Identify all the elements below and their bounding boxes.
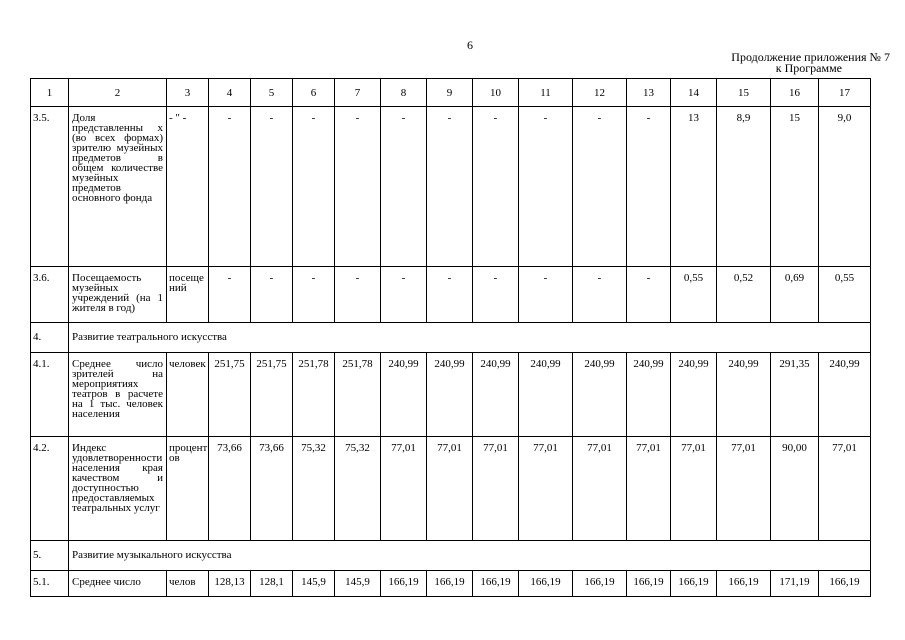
value-cell: 77,01 [381,437,427,541]
unit-cell: посещений [167,267,209,323]
value-cell: 251,75 [251,353,293,437]
row-number-cell: 3.5. [31,107,69,267]
column-number-cell: 12 [573,79,627,107]
column-number-cell: 3 [167,79,209,107]
section-row [31,323,871,353]
value-cell: 77,01 [519,437,573,541]
value-cell: 77,01 [427,437,473,541]
indicator-row [31,571,871,597]
value-cell: 15 [771,107,819,267]
value-cell: 90,00 [771,437,819,541]
column-number-cell: 4 [209,79,251,107]
indicator-name-cell: Среднее число [69,571,167,597]
section-title-cell: Развитие театрального искусства [69,323,871,353]
value-cell: - [209,267,251,323]
value-cell: - [335,107,381,267]
value-cell: 8,9 [717,107,771,267]
value-cell: 9,0 [819,107,871,267]
column-number-row [31,79,871,107]
row-number-cell: 3.6. [31,267,69,323]
value-cell: 77,01 [717,437,771,541]
value-cell: 291,35 [771,353,819,437]
value-cell: 251,75 [209,353,251,437]
value-cell: 128,13 [209,571,251,597]
column-number-cell: 14 [671,79,717,107]
value-cell: - [519,107,573,267]
value-cell: 171,19 [771,571,819,597]
unit-cell: - " - [167,107,209,267]
value-cell: 13 [671,107,717,267]
column-number-cell: 7 [335,79,381,107]
indicator-name-cell: Посещаемость музейных учреждений (на 1 жителя в год) [69,267,167,323]
indicator-name-cell: Индекс удовлетворенности населения края качеством и доступностью предоставляемых театральных услуг [69,437,167,541]
value-cell: 0,52 [717,267,771,323]
value-cell: - [473,267,519,323]
value-cell: - [627,267,671,323]
column-number-cell: 17 [819,79,871,107]
appendix-continuation-line-1: Продолжение приложения № 7 [731,50,890,64]
value-cell: 240,99 [519,353,573,437]
page-number: 6 [467,38,473,52]
column-number-cell: 2 [69,79,167,107]
value-cell: - [251,107,293,267]
value-cell: 73,66 [209,437,251,541]
row-number-cell: 5. [31,541,69,571]
value-cell: - [427,107,473,267]
appendix-continuation-heading [660,52,890,74]
unit-cell: челов [167,571,209,597]
value-cell: 77,01 [573,437,627,541]
value-cell: 77,01 [819,437,871,541]
column-number-cell: 5 [251,79,293,107]
value-cell: - [335,267,381,323]
value-cell: 240,99 [573,353,627,437]
value-cell: 240,99 [381,353,427,437]
value-cell: 145,9 [293,571,335,597]
value-cell: - [519,267,573,323]
unit-cell: человек [167,353,209,437]
value-cell: - [381,267,427,323]
appendix-continuation-line-2: к Программе [775,61,842,75]
value-cell: 166,19 [671,571,717,597]
column-number-cell: 13 [627,79,671,107]
value-cell: - [473,107,519,267]
indicator-row [31,107,871,267]
value-cell: 240,99 [473,353,519,437]
value-cell: - [293,107,335,267]
value-cell: 0,69 [771,267,819,323]
value-cell: 75,32 [335,437,381,541]
indicator-row [31,437,871,541]
value-cell: 251,78 [335,353,381,437]
value-cell: 0,55 [819,267,871,323]
section-row [31,541,871,571]
value-cell: 166,19 [819,571,871,597]
value-cell: 240,99 [427,353,473,437]
value-cell: 0,55 [671,267,717,323]
row-number-cell: 5.1. [31,571,69,597]
value-cell: 240,99 [671,353,717,437]
value-cell: 73,66 [251,437,293,541]
value-cell: - [293,267,335,323]
column-number-cell: 10 [473,79,519,107]
value-cell: 145,9 [335,571,381,597]
value-cell: - [573,267,627,323]
column-number-cell: 8 [381,79,427,107]
value-cell: 251,78 [293,353,335,437]
indicators-table [30,78,871,597]
unit-cell: процентов [167,437,209,541]
column-number-cell: 16 [771,79,819,107]
value-cell: 166,19 [427,571,473,597]
value-cell: 166,19 [627,571,671,597]
value-cell: - [381,107,427,267]
value-cell: 166,19 [573,571,627,597]
indicator-name-cell: Среднее число зрителей на мероприятиях театров в расчете на 1 тыс. человек населения [69,353,167,437]
row-number-cell: 4.1. [31,353,69,437]
value-cell: 240,99 [717,353,771,437]
row-number-cell: 4.2. [31,437,69,541]
value-cell: 166,19 [717,571,771,597]
section-title-cell: Развитие музыкального искусства [69,541,871,571]
value-cell: - [627,107,671,267]
row-number-cell: 4. [31,323,69,353]
column-number-cell: 6 [293,79,335,107]
column-number-cell: 11 [519,79,573,107]
value-cell: - [251,267,293,323]
indicator-row [31,267,871,323]
column-number-cell: 15 [717,79,771,107]
value-cell: 240,99 [819,353,871,437]
value-cell: 77,01 [671,437,717,541]
value-cell: 166,19 [381,571,427,597]
value-cell: - [427,267,473,323]
value-cell: 77,01 [473,437,519,541]
value-cell: 77,01 [627,437,671,541]
value-cell: - [573,107,627,267]
value-cell: 166,19 [473,571,519,597]
indicator-name-cell: Доля представленны х (во всех формах) зрителю музейных предметов в общем количестве музейных предметов основного фонда [69,107,167,267]
column-number-cell: 9 [427,79,473,107]
value-cell: 240,99 [627,353,671,437]
value-cell: - [209,107,251,267]
value-cell: 75,32 [293,437,335,541]
value-cell: 128,1 [251,571,293,597]
indicator-row [31,353,871,437]
column-number-cell: 1 [31,79,69,107]
value-cell: 166,19 [519,571,573,597]
